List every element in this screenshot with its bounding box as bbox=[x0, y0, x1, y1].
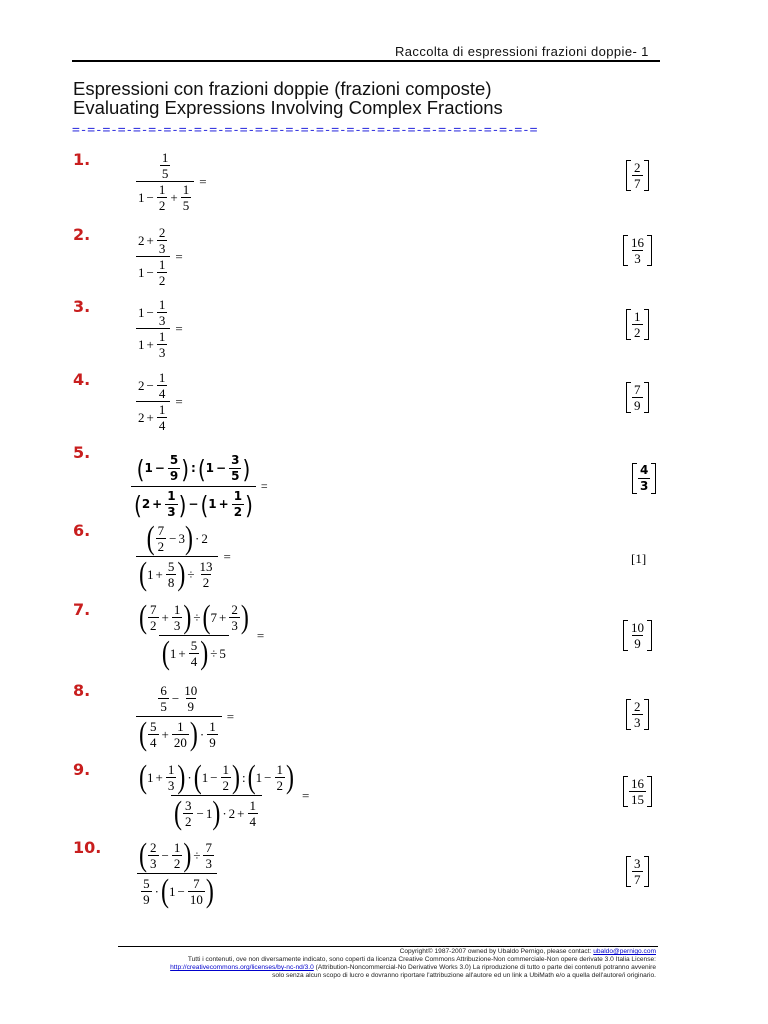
footer-email-link[interactable]: ubaldo@pernigo.com bbox=[593, 948, 656, 955]
exercise-number: 2. bbox=[73, 225, 91, 244]
answer-bracket: $\frac{16}{15}$ bbox=[623, 776, 652, 811]
footer-copyright: Copyright© 1987-2007 owned by Ubaldo Pernigo, please contact: ubaldo@pernigo.com bbox=[399, 948, 656, 955]
exercise-number: 5. bbox=[73, 443, 91, 462]
answer-text: [1] bbox=[631, 551, 647, 566]
title-italian: Espressioni con frazioni doppie (frazioni composte) bbox=[73, 78, 492, 99]
answer-bracket: $\frac{7}{9}$ bbox=[626, 382, 649, 417]
footer-license-link-line: http://creativecommons.org/licenses/by-nc-nd/3.0 (Attribution-Noncommercial-No Derivative Works 3.0) La riproduzione di tutto o parte dei contenuti potranno avvenire bbox=[170, 964, 656, 971]
separator-line: =-=-=-=-=-=-=-=-=-=-=-=-=-=-=-=-=-=-=-=-=-=-=-=-=-=-=-=-=-=-= bbox=[72, 123, 538, 138]
answer-bracket: $\frac{4}{3}$ bbox=[632, 463, 656, 497]
footer-rule bbox=[118, 946, 658, 947]
answer-bracket: $\frac{2}{7}$ bbox=[626, 160, 649, 195]
exercise-expression: ( $\frac{7}{2}$ + $\frac{1}{3}$ ) ÷ ( 7 + $\frac{2}{3}$ ) ( 1 + $\frac{5}{4}$ ) ÷ 5 = bbox=[139, 599, 265, 672]
footer-attribution: solo senza alcun scopo di lucro e dovranno riportare l'attribuzione all'autore ed un link a UbiMath e/o a quella dell'autore/i originario. bbox=[272, 972, 656, 979]
exercise-number: 1. bbox=[73, 150, 91, 169]
running-header: Raccolta di espressioni frazioni doppie- 1 bbox=[395, 44, 649, 59]
footer-license-link[interactable]: http://creativecommons.org/licenses/by-nc-nd/3.0 bbox=[170, 964, 314, 971]
exercise-expression: 2 − $\frac{1}{4}$ 2 + $\frac{1}{4}$ = bbox=[138, 370, 183, 433]
exercise-expression: $\frac{1}{5}$ 1 − $\frac{1}{2}$ + $\frac{1}{5}$ = bbox=[138, 150, 207, 213]
answer-bracket: $\frac{16}{3}$ bbox=[623, 235, 652, 270]
exercise-number: 8. bbox=[73, 681, 91, 700]
exercise-expression: ( $\frac{2}{3}$ − $\frac{1}{2}$ ) ÷ $\frac{7}{3}$ $\frac{5}{9}$ · ( 1 − $\frac{7}{10}$ ) bbox=[135, 838, 219, 909]
answer-bracket: $\frac{1}{2}$ bbox=[626, 309, 649, 344]
title-english: Evaluating Expressions Involving Complex Fractions bbox=[73, 97, 503, 118]
exercise-number: 3. bbox=[73, 297, 91, 316]
exercise-expression: ( 1 + $\frac{1}{3}$ ) · ( 1 − $\frac{1}{2}$ ) : ( 1 − $\frac{1}{2}$ ) ( $\frac{3}{2}$ − 1 ) · 2 + $\frac{1}{4}$ = bbox=[139, 759, 310, 832]
exercise-number: 6. bbox=[73, 521, 91, 540]
answer-bracket: $\frac{3}{7}$ bbox=[626, 856, 649, 891]
exercise-number: 10. bbox=[73, 838, 102, 857]
exercise-number: 7. bbox=[73, 600, 91, 619]
header-rule bbox=[72, 60, 660, 62]
exercise-expression: $\frac{6}{5}$ − $\frac{10}{9}$ ( $\frac{5}{4}$ + $\frac{1}{20}$ ) · $\frac{1}{9}$ = bbox=[135, 681, 234, 752]
exercise-expression: 2 + $\frac{2}{3}$ 1 − $\frac{1}{2}$ = bbox=[138, 225, 183, 288]
answer-bracket: $\frac{2}{3}$ bbox=[626, 699, 649, 734]
exercise-expression: ( $\frac{7}{2}$ − 3 ) · 2 ( 1 + $\frac{5}{8}$ ) ÷ $\frac{13}{2}$ = bbox=[135, 521, 231, 592]
exercise-number: 9. bbox=[73, 760, 91, 779]
footer-license: Tutti i contenuti, ove non diversamente indicato, sono coperti da licenza Creative Commons Attribuzione-Non commerciale-Non opere derivate 3.0 Italia License: bbox=[187, 956, 656, 963]
exercise-expression: ( 1 − $\frac{5}{9}$ ) : ( 1 − $\frac{3}{5}$ ) ( 2 + $\frac{1}{3}$ ) − ( 1 + $\frac{1}{2}$ ) = bbox=[130, 451, 268, 522]
exercise-expression: 1 − $\frac{1}{3}$ 1 + $\frac{1}{3}$ = bbox=[138, 297, 183, 360]
answer-bracket: $\frac{10}{9}$ bbox=[623, 620, 652, 655]
exercise-number: 4. bbox=[73, 370, 91, 389]
